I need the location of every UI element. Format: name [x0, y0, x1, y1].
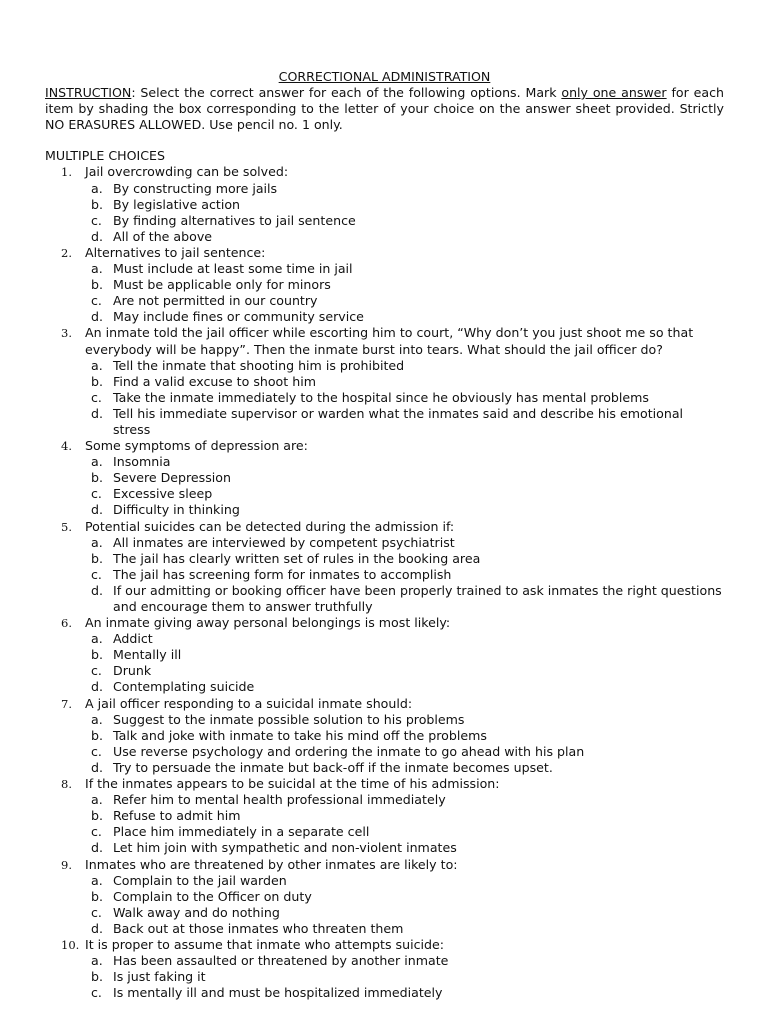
choice-item — [85, 390, 724, 406]
choice-item — [85, 840, 724, 856]
choice-letter: b. — [91, 808, 103, 824]
choice-letter: b. — [91, 196, 103, 212]
choice-item — [85, 502, 724, 518]
choice-letter: d. — [91, 920, 103, 936]
question-item — [45, 776, 724, 856]
choice-text: All of the above — [113, 228, 213, 244]
instruction-label: INSTRUCTION — [45, 85, 132, 101]
choice-list — [85, 873, 724, 937]
question-item — [45, 519, 724, 616]
choice-list — [85, 454, 724, 518]
question-number: 3. — [61, 326, 72, 341]
choice-text: Complain to the Officer on duty — [113, 888, 312, 904]
choice-item — [85, 486, 724, 502]
choice-text: Suggest to the inmate possible solution to his problems — [113, 711, 465, 727]
choice-item — [85, 889, 724, 905]
choice-item — [85, 744, 724, 760]
question-number: 7. — [61, 696, 72, 711]
choice-item — [85, 406, 724, 438]
question-text: Some symptoms of depression are: — [85, 438, 308, 454]
choice-text: Is just faking it — [113, 969, 206, 985]
choice-letter: b. — [91, 888, 103, 904]
choice-text: All inmates are interviewed by competent psychiatrist — [113, 534, 455, 550]
choice-text: Severe Depression — [113, 470, 231, 486]
choice-list — [85, 358, 724, 438]
instruction-paragraph — [45, 85, 724, 133]
choice-list — [85, 953, 724, 1001]
choice-item — [85, 470, 724, 486]
choice-item — [85, 679, 724, 695]
choice-item — [85, 293, 724, 309]
choice-letter: b. — [91, 470, 103, 486]
question-item — [45, 438, 724, 518]
choice-text: Talk and joke with inmate to take his mind off the problems — [113, 727, 487, 743]
choice-text: Place him immediately in a separate cell — [113, 824, 370, 840]
choice-letter: a. — [91, 953, 103, 969]
choice-item — [85, 229, 724, 245]
choice-letter: a. — [91, 357, 103, 373]
question-number: 10. — [61, 937, 80, 952]
choice-item — [85, 181, 724, 197]
question-text: An inmate giving away personal belongings is most likely: — [85, 615, 451, 631]
choice-letter: c. — [91, 389, 102, 405]
question-text: If the inmates appears to be suicidal at the time of his admission: — [85, 776, 500, 792]
choice-text: If our admitting or booking officer have been properly trained to ask inmates the right questions and encourage them to answer truthfully — [113, 582, 722, 614]
choice-text: Let him join with sympathetic and non-violent inmates — [113, 840, 457, 856]
choice-text: Walk away and do nothing — [113, 904, 280, 920]
question-item — [45, 857, 724, 937]
choice-text: Tell his immediate supervisor or warden what the inmates said and describe his emotional stress — [113, 405, 684, 437]
choice-letter: b. — [91, 277, 103, 293]
choice-letter: c. — [91, 486, 102, 502]
choice-letter: b. — [91, 727, 103, 743]
choice-letter: b. — [91, 647, 103, 663]
choice-text: Contemplating suicide — [113, 679, 255, 695]
choice-text: Complain to the jail warden — [113, 872, 287, 888]
choice-item — [85, 969, 724, 985]
question-text: A jail officer responding to a suicidal inmate should: — [85, 695, 413, 711]
choice-text: Tell the inmate that shooting him is prohibited — [113, 357, 405, 373]
question-item — [45, 937, 724, 1001]
question-number: 1. — [61, 165, 72, 180]
choice-text: Is mentally ill and must be hospitalized immediately — [113, 985, 443, 1001]
question-number: 9. — [61, 857, 72, 872]
question-item — [45, 245, 724, 325]
choice-item — [85, 583, 724, 615]
question-text: An inmate told the jail officer while escorting him to court, “Why don’t you just shoot me so that everybody will be happy”. Then the inmate burst into tears. What should the jail officer do? — [85, 325, 694, 357]
choice-letter: d. — [91, 759, 103, 775]
choice-letter: c. — [91, 566, 102, 582]
question-number: 5. — [61, 519, 72, 534]
choice-letter: a. — [91, 872, 103, 888]
choice-item — [85, 792, 724, 808]
question-item — [45, 164, 724, 244]
choice-letter: c. — [91, 212, 102, 228]
question-item — [45, 696, 724, 776]
choice-list — [85, 631, 724, 695]
choice-letter: d. — [91, 309, 103, 325]
instruction-emphasis: only one answer — [561, 85, 667, 101]
choice-item — [85, 309, 724, 325]
choice-text: Drunk — [113, 663, 152, 679]
choice-text: May include fines or community service — [113, 309, 364, 325]
choice-text: Are not permitted in our country — [113, 293, 318, 309]
choice-text: Addict — [113, 631, 153, 647]
choice-item — [85, 905, 724, 921]
instruction-text-2: for each item by shading the box corresponding to the letter of your choice on the answer sheet provided. Strictly NO ERASURES ALLOWED. Use pencil no. 1 only. — [45, 85, 724, 133]
choice-item — [85, 647, 724, 663]
choice-letter: c. — [91, 743, 102, 759]
choice-text: Must be applicable only for minors — [113, 277, 331, 293]
choice-text: By finding alternatives to jail sentence — [113, 212, 356, 228]
choice-text: By constructing more jails — [113, 180, 278, 196]
choice-letter: c. — [91, 824, 102, 840]
choice-letter: a. — [91, 631, 103, 647]
question-item — [45, 325, 724, 438]
choice-letter: d. — [91, 405, 103, 421]
choice-text: Use reverse psychology and ordering the inmate to go ahead with his plan — [113, 743, 585, 759]
question-number: 2. — [61, 245, 72, 260]
choice-text: Refer him to mental health professional immediately — [113, 792, 446, 808]
choice-text: Take the inmate immediately to the hospital since he obviously has mental problems — [113, 389, 649, 405]
choice-item — [85, 921, 724, 937]
choice-letter: c. — [91, 663, 102, 679]
choice-text: Back out at those inmates who threaten them — [113, 920, 404, 936]
section-heading: MULTIPLE CHOICES — [45, 148, 165, 164]
question-text: Potential suicides can be detected during the admission if: — [85, 518, 455, 534]
choice-item — [85, 712, 724, 728]
choice-item — [85, 551, 724, 567]
choice-letter: a. — [91, 792, 103, 808]
choice-letter: a. — [91, 454, 103, 470]
choice-item — [85, 760, 724, 776]
question-text: Jail overcrowding can be solved: — [85, 164, 289, 180]
question-text: Inmates who are threatened by other inmates are likely to: — [85, 856, 458, 872]
choice-item — [85, 873, 724, 889]
question-text: It is proper to assume that inmate who attempts suicide: — [85, 936, 445, 952]
choice-letter: d. — [91, 228, 103, 244]
choice-letter: c. — [91, 985, 102, 1001]
choice-text: Difficulty in thinking — [113, 502, 240, 518]
choice-list — [85, 535, 724, 615]
choice-letter: a. — [91, 180, 103, 196]
choice-item — [85, 728, 724, 744]
choice-text: Excessive sleep — [113, 486, 213, 502]
choice-letter: a. — [91, 534, 103, 550]
question-item — [45, 615, 724, 695]
choice-letter: b. — [91, 373, 103, 389]
choice-letter: d. — [91, 840, 103, 856]
choice-letter: d. — [91, 679, 103, 695]
choice-item — [85, 824, 724, 840]
choice-item — [85, 808, 724, 824]
choice-text: Mentally ill — [113, 647, 182, 663]
choice-letter: c. — [91, 293, 102, 309]
choice-text: By legislative action — [113, 196, 241, 212]
choice-item — [85, 261, 724, 277]
choice-list — [85, 261, 724, 325]
choice-letter: a. — [91, 711, 103, 727]
choice-item — [85, 985, 724, 1001]
instruction-text-1: : Select the correct answer for each of the following options. Mark — [131, 85, 562, 101]
choice-text: Try to persuade the inmate but back-off if the inmate becomes upset. — [113, 759, 553, 775]
choice-text: Insomnia — [113, 454, 171, 470]
choice-letter: d. — [91, 582, 103, 598]
question-text: Alternatives to jail sentence: — [85, 244, 266, 260]
choice-letter: b. — [91, 550, 103, 566]
choice-letter: d. — [91, 502, 103, 518]
choice-text: Must include at least some time in jail — [113, 261, 353, 277]
choice-text: The jail has screening form for inmates to accomplish — [113, 566, 452, 582]
choice-letter: b. — [91, 969, 103, 985]
choice-item — [85, 374, 724, 390]
choice-item — [85, 454, 724, 470]
choice-text: Find a valid excuse to shoot him — [113, 373, 316, 389]
choice-item — [85, 277, 724, 293]
choice-item — [85, 631, 724, 647]
choice-item — [85, 213, 724, 229]
document-title: CORRECTIONAL ADMINISTRATION — [278, 69, 491, 84]
choice-text: Refuse to admit him — [113, 808, 241, 824]
question-list — [45, 164, 724, 1001]
choice-item — [85, 358, 724, 374]
choice-item — [85, 535, 724, 551]
question-number: 4. — [61, 439, 72, 454]
choice-item — [85, 663, 724, 679]
choice-item — [85, 197, 724, 213]
question-number: 8. — [61, 777, 72, 792]
choice-list — [85, 712, 724, 776]
choice-item — [85, 567, 724, 583]
choice-text: Has been assaulted or threatened by another inmate — [113, 953, 449, 969]
question-number: 6. — [61, 616, 72, 631]
choice-letter: c. — [91, 904, 102, 920]
choice-item — [85, 953, 724, 969]
choice-list — [85, 792, 724, 856]
choice-list — [85, 181, 724, 245]
choice-letter: a. — [91, 261, 103, 277]
choice-text: The jail has clearly written set of rules in the booking area — [113, 550, 481, 566]
